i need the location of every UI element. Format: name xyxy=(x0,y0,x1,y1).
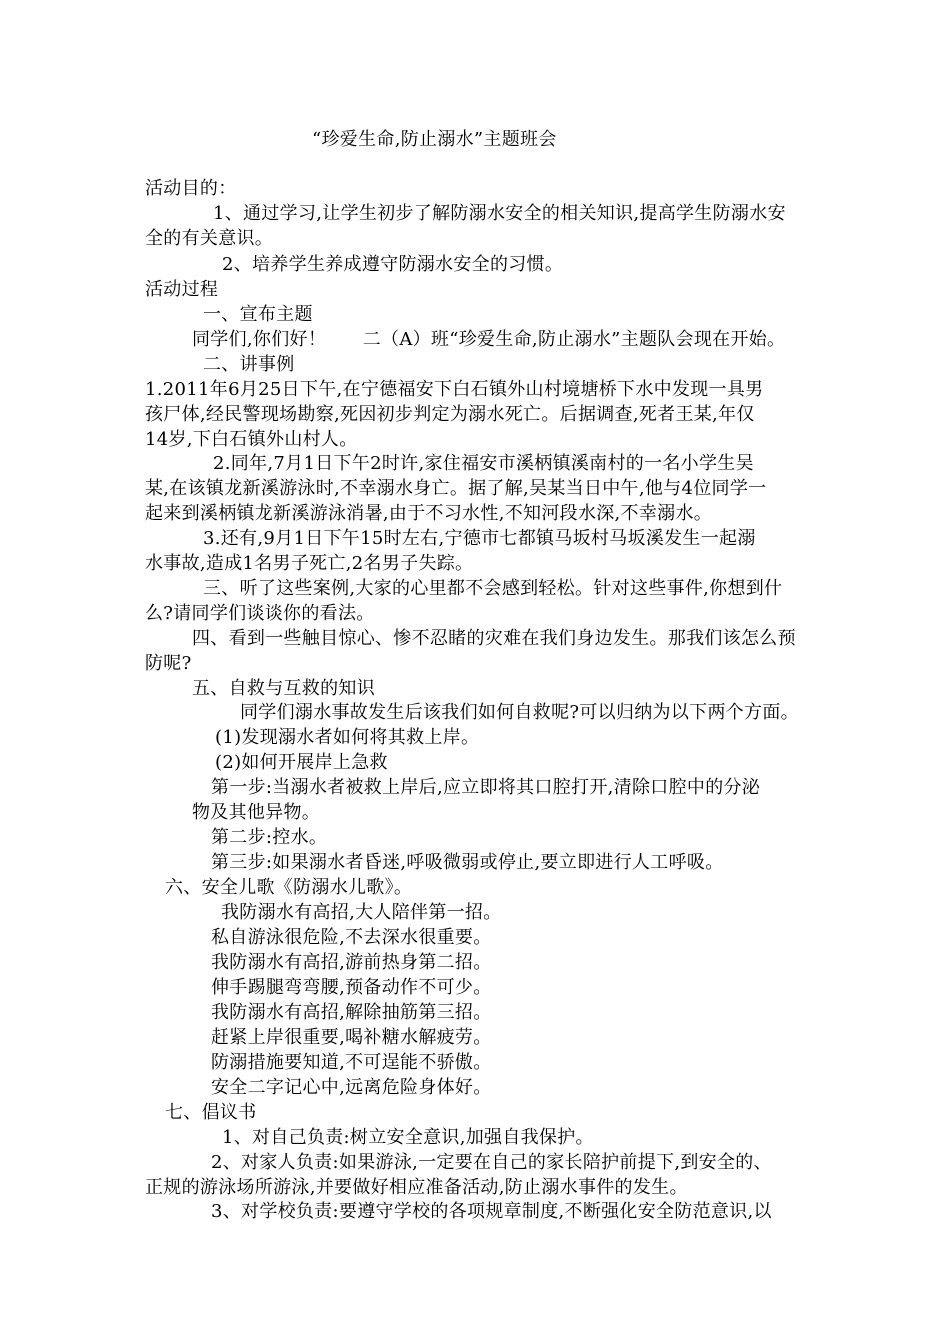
text-line: 孩尸体,经民警现场勘察,死因初步判定为溺水死亡。后据调查,死者王某,年仅 xyxy=(145,404,755,425)
text-line: 1、对自己负责:树立安全意识,加强自我保护。 xyxy=(222,1127,594,1148)
text-line: 一、宣布主题 xyxy=(203,304,313,325)
text-line: 第二步:控水。 xyxy=(211,827,328,848)
text-line: 我防溺水有高招,大人陪伴第一招。 xyxy=(221,902,502,923)
text-line: 2、培养学生养成遵守防溺水安全的习惯。 xyxy=(222,254,564,275)
text-line: 第三步:如果溺水者昏迷,呼吸微弱或停止,要立即进行人工呼吸。 xyxy=(211,852,724,873)
text-line: 我防溺水有高招,游前热身第二招。 xyxy=(211,952,492,973)
text-line: 1、通过学习,让学生初步了解防溺水安全的相关知识,提高学生防溺水安 xyxy=(213,203,786,224)
text-line: 水事故,造成1名男子死亡,2名男子失踪。 xyxy=(145,553,474,574)
text-line: 防呢? xyxy=(145,653,192,674)
text-line: 防溺措施要知道,不可逞能不骄傲。 xyxy=(211,1052,492,1073)
text-line: 四、看到一些触目惊心、惨不忍睹的灾难在我们身边发生。那我们该怎么预 xyxy=(192,628,796,649)
text-line: 第一步:当溺水者被救上岸后,应立即将其口腔打开,清除口腔中的分泌 xyxy=(211,777,761,798)
text-line: 同学们,你们好！ 二（A）班“珍爱生命,防止溺水”主题队会现在开始。 xyxy=(192,329,786,350)
text-line: 全的有关意识。 xyxy=(145,228,274,249)
text-line: (2)如何开展岸上急救 xyxy=(215,752,388,773)
text-line: 么?请同学们谈谈你的看法。 xyxy=(145,603,375,624)
text-line: 七、倡议书 xyxy=(165,1102,257,1123)
text-line: 物及其他异物。 xyxy=(192,802,321,823)
text-line: 伸手踢腿弯弯腰,预备动作不可少。 xyxy=(211,977,492,998)
text-line: (1)发现溺水者如何将其救上岸。 xyxy=(215,727,480,748)
text-line: 活动目的： xyxy=(145,178,237,199)
text-line: 赶紧上岸很重要,喝补糖水解疲劳。 xyxy=(211,1027,492,1048)
text-line: 起来到溪柄镇龙新溪游泳消暑,由于不习水性,不知河段水深,不幸溺水。 xyxy=(145,503,713,524)
text-line: 1.2011年6月25日下午,在宁德福安下白石镇外山村境塘桥下水中发现一具男 xyxy=(145,379,764,400)
page-title: “珍爱生命,防止溺水”主题班会 xyxy=(312,129,557,150)
text-line: 私自游泳很危险,不去深水很重要。 xyxy=(211,927,492,948)
text-line: 2.同年,7月1日下午2时许,家住福安市溪柄镇溪南村的一名小学生吴 xyxy=(213,453,754,474)
text-line: 14岁,下白石镇外山村人。 xyxy=(145,429,358,450)
text-line: 活动过程 xyxy=(145,279,219,300)
text-line: 正规的游泳场所游泳,并要做好相应准备活动,防止溺水事件的发生。 xyxy=(145,1177,688,1198)
text-line: 二、讲事例 xyxy=(203,354,295,375)
text-line: 3.还有,9月1日下午15时左右,宁德市七都镇马坂村马坂溪发生一起溺 xyxy=(203,528,756,549)
text-line: 3、对学校负责:要遵守学校的各项规章制度,不断强化安全防范意识,以 xyxy=(211,1201,772,1222)
text-line: 同学们溺水事故发生后该我们如何自救呢?可以归纳为以下两个方面。 xyxy=(240,702,799,723)
text-line: 某,在该镇龙新溪游泳时,不幸溺水身亡。据了解,吴某当日中午,他与4位同学一 xyxy=(145,478,767,499)
text-line: 六、安全儿歌《防溺水儿歌》。 xyxy=(165,877,413,898)
text-line: 2、对家人负责:如果游泳,一定要在自己的家长陪护前提下,到安全的、 xyxy=(211,1152,772,1173)
text-line: 五、自救与互救的知识 xyxy=(192,678,375,699)
text-line: 安全二字记心中,远离危险身体好。 xyxy=(211,1077,492,1098)
text-line: 我防溺水有高招,解除抽筋第三招。 xyxy=(211,1002,492,1023)
text-line: 三、听了这些案例,大家的心里都不会感到轻松。针对这些事件,你想到什 xyxy=(203,578,783,599)
